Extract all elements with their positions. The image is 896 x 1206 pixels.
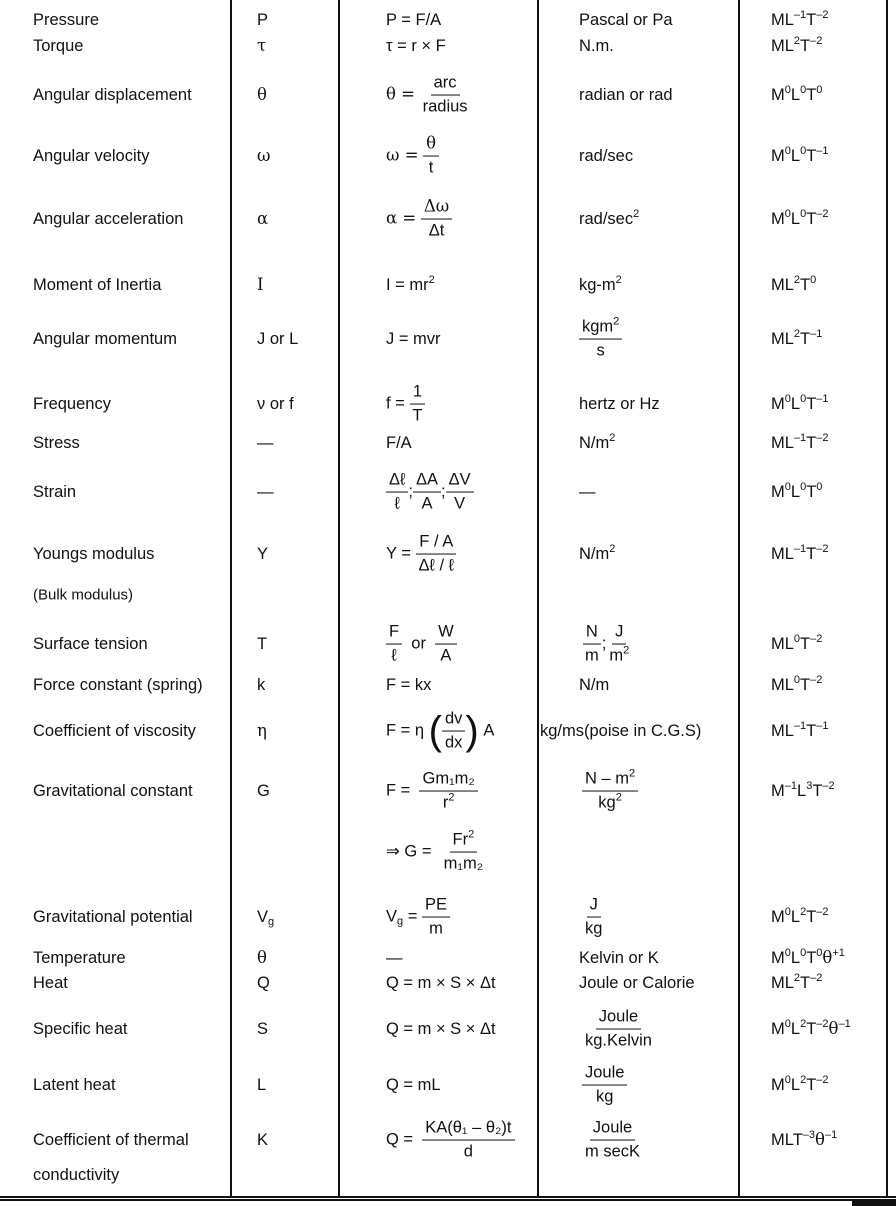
quantity-name: Surface tension bbox=[33, 634, 148, 653]
quantity-name: Angular momentum bbox=[33, 329, 177, 348]
quantity-formula: f = $\frac{1}{T}$ bbox=[386, 383, 426, 426]
quantity-formula: $I = mr^2$ bbox=[386, 273, 435, 294]
quantity-formula: — bbox=[386, 948, 403, 967]
table-bottom-border bbox=[0, 1196, 896, 1198]
quantity-symbol: P bbox=[257, 10, 269, 29]
quantity-symbol: K bbox=[257, 1130, 269, 1149]
quantity-formula: Q = m × S × Δt bbox=[386, 973, 496, 992]
quantity-name: Temperature bbox=[33, 948, 126, 967]
si-unit: $\frac{N}{m}$ ; $\frac{J}{m^2}$ bbox=[582, 623, 632, 666]
quantity-formula: F = kx bbox=[386, 675, 432, 694]
dimension: $M^0L^0T^0\theta^{+1}$ bbox=[771, 946, 845, 967]
quantity-symbol: k bbox=[257, 675, 266, 694]
quantity-name: Angular displacement bbox=[33, 85, 192, 104]
quantity-name: Stress bbox=[33, 433, 80, 452]
quantity-name-note: (Bulk modulus) bbox=[33, 586, 134, 604]
column-divider bbox=[886, 0, 888, 1196]
dimension: $MLT^{-3}\theta^{-1}$ bbox=[771, 1128, 838, 1149]
dimension: $M^0L^2T^{-2}$ bbox=[771, 905, 829, 926]
si-unit: kg/ms(poise in C.G.S) bbox=[540, 721, 702, 740]
dimension: $ML^0T^{-2}$ bbox=[771, 673, 823, 694]
quantity-name: Frequency bbox=[33, 394, 111, 413]
dimension: $ML^2T^{-2}$ bbox=[771, 971, 823, 992]
dimension: $ML^{-1}T^{-2}$ bbox=[771, 431, 829, 452]
dimension: $ML^0T^{-2}$ bbox=[771, 632, 823, 653]
dimension: $ML^{-1}T^{-1}$ bbox=[771, 719, 829, 740]
column-divider bbox=[537, 0, 539, 1196]
si-unit: $\frac{kgm^2}{s}$ bbox=[579, 318, 622, 361]
si-unit: Pascal or Pa bbox=[579, 10, 673, 29]
quantity-formula: $\frac{\text{Δℓ}}{\text{ℓ}}$ ; $\frac{\Delta A}{A}$ ; $\frac{\Delta V}{V}$ bbox=[386, 471, 474, 514]
dimension: $M^0L^0T^{-1}$ bbox=[771, 392, 829, 413]
column-divider bbox=[738, 0, 740, 1196]
si-unit: $N/m^2$ bbox=[579, 542, 616, 563]
dimension: $ML^2T^{-1}$ bbox=[771, 327, 823, 348]
quantity-formula: Q = mL bbox=[386, 1075, 441, 1094]
quantity-symbol: L bbox=[257, 1075, 267, 1094]
column-divider bbox=[338, 0, 340, 1196]
dimension: $M^0L^2T^{-2}$ bbox=[771, 1073, 829, 1094]
quantity-symbol: ν or f bbox=[257, 394, 294, 413]
quantity-formula: Q = $\frac{\text{KA(θ₁ – θ₂)t}}{d}$ bbox=[386, 1119, 515, 1162]
quantity-name: Gravitational constant bbox=[33, 781, 193, 800]
quantity-symbol: θ bbox=[257, 947, 267, 967]
dimension: $M^0L^0T^{-2}$ bbox=[771, 207, 829, 228]
dimension: $ML^2T^{-2}$ bbox=[771, 34, 823, 55]
quantity-name: Gravitational potential bbox=[33, 907, 193, 926]
table-bottom-border bbox=[0, 1199, 896, 1201]
quantity-symbol: I bbox=[257, 274, 264, 294]
quantity-name: Heat bbox=[33, 973, 68, 992]
si-unit: $\frac{N - m^2}{kg^2}$ bbox=[582, 770, 638, 813]
quantity-name: Angular acceleration bbox=[33, 209, 184, 228]
si-unit: $N/m^2$ bbox=[579, 431, 616, 452]
page-corner-mark bbox=[852, 1201, 896, 1206]
dimension: $M^0L^0T^{-1}$ bbox=[771, 144, 829, 165]
quantity-formula: Q = m × S × Δt bbox=[386, 1019, 496, 1038]
dimension: $ML^2T^0$ bbox=[771, 273, 817, 294]
si-unit: radian or rad bbox=[579, 85, 673, 104]
quantity-symbol: τ bbox=[257, 35, 267, 55]
si-unit: $\frac{\text{Joule}}{\text{kg.Kelvin}}$ bbox=[585, 1007, 652, 1050]
dimension: $M^0L^0T^0$ bbox=[771, 480, 823, 501]
si-unit: Joule or Calorie bbox=[579, 973, 695, 992]
quantity-symbol: Q bbox=[257, 973, 270, 992]
si-unit: Kelvin or K bbox=[579, 948, 659, 967]
quantity-formula: F = $\frac{\text{Gm₁m₂}}{r^2}$ bbox=[386, 770, 478, 813]
si-unit: $kg-m^2$ bbox=[579, 273, 622, 294]
quantity-name: Angular velocity bbox=[33, 146, 150, 165]
quantity-formula: P = F/A bbox=[386, 10, 442, 29]
quantity-formula-derived: ⇒ G = $\frac{Fr^2}{\text{m₁m₂}}$ bbox=[386, 828, 484, 873]
quantity-formula: J = mvr bbox=[386, 329, 441, 348]
quantity-name: Specific heat bbox=[33, 1019, 128, 1038]
quantity-name: Latent heat bbox=[33, 1075, 116, 1094]
si-unit: $\frac{\text{Joule}}{kg}$ bbox=[582, 1064, 627, 1107]
quantity-symbol: ω bbox=[257, 145, 271, 165]
quantity-formula: $V_g$ = $\frac{PE}{m}$ bbox=[386, 896, 450, 939]
si-unit: N.m. bbox=[579, 36, 614, 55]
dimension: $M^0L^0T^0$ bbox=[771, 83, 823, 104]
quantity-name: Torque bbox=[33, 36, 84, 55]
quantity-formula: α = $\frac{\Delta\omega}{\Delta t}$ bbox=[386, 198, 452, 241]
quantity-formula: F = η ( $\frac{dv}{dx}$ ) A bbox=[386, 709, 495, 753]
quantity-formula: Y = $\frac{F / A}{\text{Δℓ / ℓ}}$ bbox=[386, 533, 457, 576]
quantity-symbol: — bbox=[257, 482, 274, 501]
dimension: $M^{-1}L^3T^{-2}$ bbox=[771, 779, 835, 800]
quantity-symbol: Y bbox=[257, 544, 269, 563]
si-unit: rad/sec bbox=[579, 146, 634, 165]
quantity-formula: θ = $\frac{\text{arc}}{\text{radius}}$ bbox=[386, 73, 468, 116]
quantity-symbol: S bbox=[257, 1019, 269, 1038]
si-unit: hertz or Hz bbox=[579, 394, 660, 413]
quantity-symbol: G bbox=[257, 781, 270, 800]
quantity-symbol: θ bbox=[257, 84, 267, 104]
quantity-symbol: T bbox=[257, 634, 268, 653]
quantity-symbol: J or L bbox=[257, 329, 299, 348]
quantity-symbol: α bbox=[257, 208, 269, 228]
si-unit: $\frac{J}{kg}$ bbox=[585, 895, 603, 938]
quantity-symbol: $V_g$ bbox=[257, 907, 275, 928]
dimension: $ML^{-1}T^{-2}$ bbox=[771, 8, 829, 29]
quantity-name: Coefficient of viscosity bbox=[33, 721, 196, 740]
quantity-name: Strain bbox=[33, 482, 77, 501]
quantity-formula: ω = $\frac{\theta}{t}$ bbox=[386, 135, 439, 178]
si-unit: $\frac{\text{Joule}}{\text{m secK}}$ bbox=[585, 1118, 641, 1161]
si-unit: — bbox=[579, 482, 596, 501]
quantity-name: Force constant (spring) bbox=[33, 675, 203, 694]
quantity-symbol: η bbox=[257, 720, 267, 740]
dimension: $M^0L^2T^{-2}\theta^{-1}$ bbox=[771, 1017, 851, 1038]
quantity-formula: $\frac{F}{\text{ℓ}}$ or $\frac{W}{A}$ bbox=[386, 623, 457, 666]
quantity-symbol: — bbox=[257, 433, 274, 452]
quantity-name-continued: conductivity bbox=[33, 1165, 120, 1184]
si-unit: rad/$\sec^2$ bbox=[579, 207, 640, 228]
dimension: $ML^{-1}T^{-2}$ bbox=[771, 542, 829, 563]
quantity-name: Pressure bbox=[33, 10, 100, 29]
quantity-name: Youngs modulus bbox=[33, 544, 155, 563]
si-unit: N/m bbox=[579, 675, 610, 694]
quantity-formula: τ = r × F bbox=[386, 36, 446, 55]
quantity-name: Coefficient of thermal bbox=[33, 1130, 189, 1149]
quantity-name: Moment of Inertia bbox=[33, 275, 162, 294]
column-divider bbox=[230, 0, 232, 1196]
quantity-formula: F/A bbox=[386, 433, 412, 452]
